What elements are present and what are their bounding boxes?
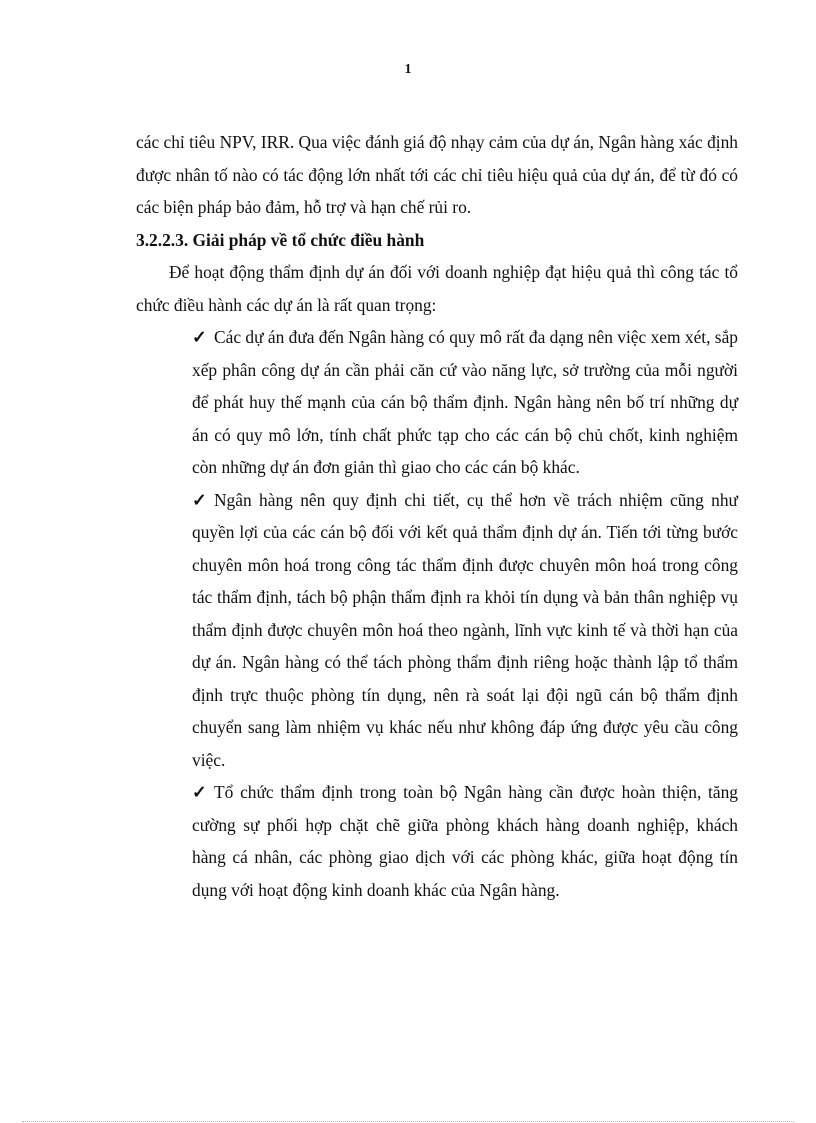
bullet-list: [192, 321, 738, 906]
list-item-text: Ngân hàng nên quy định chi tiết, cụ thể hơn về trách nhiệm cũng như quyền lợi của các cán bộ đối với kết quả thẩm định dự án. Tiến tới từng bước chuyên môn hoá trong công tác thẩm định được chuyên môn hoá trong công tác thẩm định, tách bộ phận thẩm định ra khỏi tín dụng và bản thân nghiệp vụ thẩm định được chuyên môn hoá theo ngành, lĩnh vực kinh tế và thời hạn của dự án. Ngân hàng có thể tách phòng thẩm định riêng hoặc thành lập tổ thẩm định trực thuộc phòng tín dụng, nên rà soát lại đội ngũ cán bộ thẩm định chuyển sang làm nhiệm vụ khác nếu như không đáp ứng được yêu cầu công việc.: [192, 489, 738, 770]
section-heading: 3.2.2.3. Giải pháp về tổ chức điều hành: [136, 229, 425, 250]
page-bottom-divider: [22, 1121, 794, 1122]
checkmark-icon: ✓: [192, 489, 207, 510]
checkmark-icon: ✓: [192, 782, 207, 802]
list-item: [192, 776, 738, 906]
page-number: 1: [404, 62, 412, 77]
checkmark-icon: ✓: [192, 327, 207, 347]
list-item: [192, 484, 738, 777]
lead-paragraph: Để hoạt động thẩm định dự án đối với doanh nghiệp đạt hiệu quả thì công tác tổ chức điều hành các dự án là rất quan trọng:: [136, 262, 738, 315]
document-body: [136, 126, 738, 906]
list-item: [192, 321, 738, 484]
list-item-text: Tổ chức thẩm định trong toàn bộ Ngân hàng cần được hoàn thiện, tăng cường sự phối hợp chặt chẽ giữa phòng khách hàng doanh nghiệp, khách hàng cá nhân, các phòng giao dịch với các phòng khác, giữa hoạt động tín dụng với hoạt động kinh doanh khác của Ngân hàng.: [192, 782, 738, 900]
intro-paragraph: các chỉ tiêu NPV, IRR. Qua việc đánh giá độ nhạy cảm của dự án, Ngân hàng xác định được nhân tố nào có tác động lớn nhất tới các chỉ tiêu hiệu quả của dự án, để từ đó có các biện pháp bảo đảm, hỗ trợ và hạn chế rủi ro.: [136, 132, 738, 217]
list-item-text: Các dự án đưa đến Ngân hàng có quy mô rất đa dạng nên việc xem xét, sắp xếp phân công dự án cần phải căn cứ vào năng lực, sở trường của mỗi người để phát huy thế mạnh của cán bộ thẩm định. Ngân hàng nên bố trí những dự án có quy mô lớn, tính chất phức tạp cho các cán bộ chủ chốt, kinh nghiệm còn những dự án đơn giản thì giao cho các cán bộ khác.: [192, 327, 738, 477]
